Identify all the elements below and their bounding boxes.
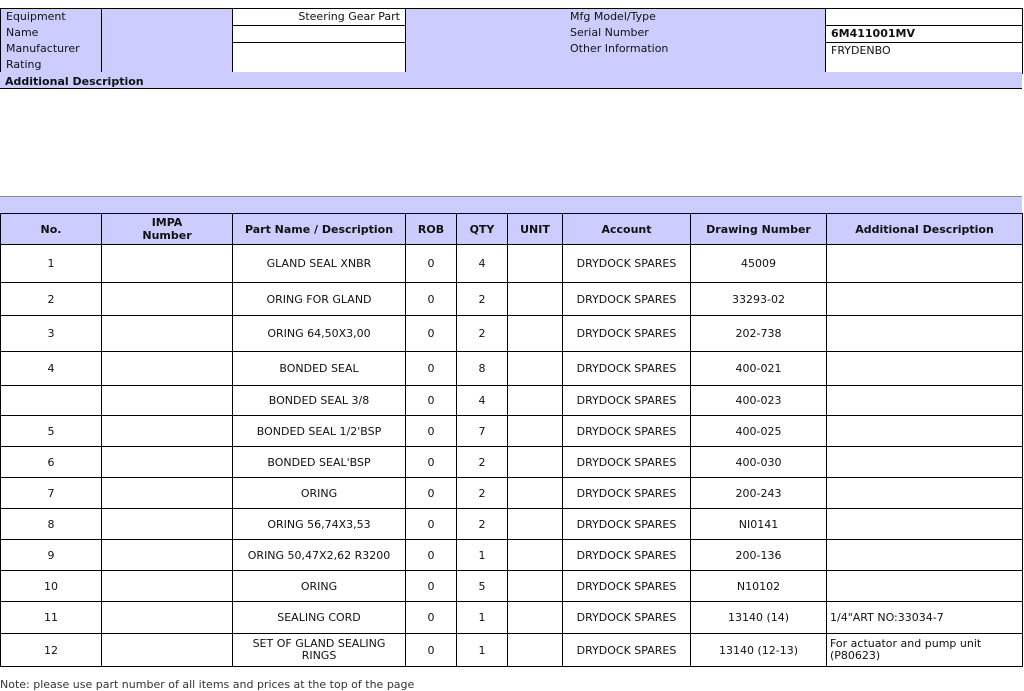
cell-impa [102, 386, 233, 416]
table-row [1, 386, 1023, 416]
cell-qty: 2 [457, 316, 508, 352]
cell-drawing: 202-738 [691, 316, 827, 352]
cell-impa [102, 352, 233, 386]
cell-qty: 1 [457, 634, 508, 667]
cell-part: ORING 50,47X2,62 R3200 [233, 540, 406, 571]
cell-rob: 0 [406, 602, 457, 634]
cell-drawing: 400-023 [691, 386, 827, 416]
cell-rob: 0 [406, 386, 457, 416]
cell-impa [102, 540, 233, 571]
cell-drawing: 400-021 [691, 352, 827, 386]
cell-no: 2 [1, 283, 102, 316]
cell-drawing: N10102 [691, 571, 827, 602]
cell-impa [102, 571, 233, 602]
cell-unit [508, 571, 563, 602]
cell-part: ORING 64,50X3,00 [233, 316, 406, 352]
cell-no: 10 [1, 571, 102, 602]
col-rob: ROB [406, 214, 457, 245]
equipment-name-value: Steering Gear Part [233, 9, 405, 26]
cell-unit [508, 283, 563, 316]
cell-no: 1 [1, 245, 102, 283]
cell-qty: 1 [457, 602, 508, 634]
parts-table [0, 213, 1023, 667]
cell-account: DRYDOCK SPARES [563, 540, 691, 571]
cell-unit [508, 634, 563, 667]
cell-qty: 1 [457, 540, 508, 571]
table-row [1, 352, 1023, 386]
table-row [1, 634, 1023, 667]
cell-rob: 0 [406, 245, 457, 283]
serial-number-label: Serial Number [570, 26, 649, 39]
cell-qty: 8 [457, 352, 508, 386]
manufacturer-value [233, 26, 405, 43]
cell-account: DRYDOCK SPARES [563, 509, 691, 540]
cell-rob: 0 [406, 540, 457, 571]
cell-no: 5 [1, 416, 102, 447]
cell-account: DRYDOCK SPARES [563, 478, 691, 509]
cell-account: DRYDOCK SPARES [563, 386, 691, 416]
col-qty: QTY [457, 214, 508, 245]
col-drawing-label: Drawing Number [706, 222, 811, 236]
col-account: Account [563, 214, 691, 245]
cell-no [1, 386, 102, 416]
other-info-value: FRYDENBO [831, 44, 891, 57]
cell-impa [102, 509, 233, 540]
cell-part: BONDED SEAL [233, 352, 406, 386]
mfg-model-label: Mfg Model/Type [570, 10, 656, 23]
cell-rob: 0 [406, 634, 457, 667]
equipment-header-table [0, 8, 1023, 74]
cell-qty: 5 [457, 571, 508, 602]
cell-account: DRYDOCK SPARES [563, 447, 691, 478]
cell-no: 6 [1, 447, 102, 478]
cell-drawing: 13140 (12-13) [691, 634, 827, 667]
cell-impa [102, 283, 233, 316]
cell-addl [827, 316, 1023, 352]
cell-addl [827, 386, 1023, 416]
cell-account: DRYDOCK SPARES [563, 634, 691, 667]
cell-rob: 0 [406, 447, 457, 478]
section-divider-bar [0, 196, 1022, 213]
table-row [1, 316, 1023, 352]
cell-drawing: 13140 (14) [691, 602, 827, 634]
cell-drawing: 200-136 [691, 540, 827, 571]
cell-addl [827, 540, 1023, 571]
cell-part: SEALING CORD [233, 602, 406, 634]
cell-part: SET OF GLAND SEALING RINGS [233, 634, 406, 667]
cell-rob: 0 [406, 316, 457, 352]
cell-account: DRYDOCK SPARES [563, 316, 691, 352]
cell-account: DRYDOCK SPARES [563, 602, 691, 634]
header-values [233, 9, 406, 74]
cell-rob: 0 [406, 416, 457, 447]
cell-unit [508, 316, 563, 352]
table-row [1, 602, 1023, 634]
cell-unit [508, 478, 563, 509]
header-labels [1, 9, 102, 74]
cell-addl [827, 571, 1023, 602]
cell-drawing: 200-243 [691, 478, 827, 509]
col-drawing [691, 214, 827, 245]
cell-drawing: NI0141 [691, 509, 827, 540]
table-row [1, 540, 1023, 571]
col-unit: UNIT [508, 214, 563, 245]
cell-qty: 2 [457, 509, 508, 540]
cell-addl [827, 478, 1023, 509]
cell-addl [827, 416, 1023, 447]
cell-drawing: 45009 [691, 245, 827, 283]
cell-no: 9 [1, 540, 102, 571]
cell-addl [827, 447, 1023, 478]
cell-drawing: 33293-02 [691, 283, 827, 316]
cell-no: 3 [1, 316, 102, 352]
cell-part: ORING [233, 478, 406, 509]
cell-unit [508, 352, 563, 386]
cell-drawing: 400-025 [691, 416, 827, 447]
header-spacer-cell [102, 9, 233, 74]
cell-unit [508, 540, 563, 571]
cell-unit [508, 416, 563, 447]
cell-no: 8 [1, 509, 102, 540]
cell-addl: 1/4"ART NO:33034-7 [827, 602, 1023, 634]
cell-rob: 0 [406, 509, 457, 540]
cell-impa [102, 478, 233, 509]
cell-qty: 7 [457, 416, 508, 447]
table-row [1, 245, 1023, 283]
table-row [1, 416, 1023, 447]
parts-header-row [1, 214, 1023, 245]
cell-qty: 2 [457, 283, 508, 316]
footer-note: Note: please use part number of all items and prices at the top of the page [0, 678, 415, 691]
cell-impa [102, 602, 233, 634]
cell-qty: 4 [457, 386, 508, 416]
mfg-model-value [826, 9, 1022, 26]
cell-qty: 2 [457, 447, 508, 478]
cell-addl [827, 245, 1023, 283]
equipment-name-label: Equipment Name [6, 10, 66, 39]
cell-no: 11 [1, 602, 102, 634]
cell-part: ORING FOR GLAND [233, 283, 406, 316]
cell-unit [508, 447, 563, 478]
header-mid-labels [406, 9, 826, 74]
cell-qty: 2 [457, 478, 508, 509]
table-row [1, 571, 1023, 602]
cell-part: BONDED SEAL'BSP [233, 447, 406, 478]
other-info-label: Other Information [570, 42, 669, 55]
rating-label: Rating [6, 58, 42, 71]
header-right-values [826, 9, 1023, 74]
cell-qty: 4 [457, 245, 508, 283]
cell-part: BONDED SEAL 3/8 [233, 386, 406, 416]
cell-no: 12 [1, 634, 102, 667]
col-no: No. [1, 214, 102, 245]
table-row [1, 447, 1023, 478]
cell-impa [102, 447, 233, 478]
cell-impa [102, 316, 233, 352]
cell-account: DRYDOCK SPARES [563, 416, 691, 447]
parts-body [1, 245, 1023, 667]
cell-unit [508, 602, 563, 634]
col-impa-label: IMPA Number [142, 216, 192, 242]
rating-value [233, 43, 405, 59]
col-impa [102, 214, 233, 245]
cell-rob: 0 [406, 478, 457, 509]
manufacturer-label: Manufacturer [6, 42, 80, 55]
cell-unit [508, 245, 563, 283]
cell-addl [827, 509, 1023, 540]
col-part: Part Name / Description [233, 214, 406, 245]
cell-impa [102, 245, 233, 283]
cell-addl [827, 352, 1023, 386]
cell-impa [102, 416, 233, 447]
cell-addl: For actuator and pump unit (P80623) [827, 634, 1023, 667]
cell-rob: 0 [406, 571, 457, 602]
cell-account: DRYDOCK SPARES [563, 283, 691, 316]
additional-description-title: Additional Description [0, 72, 1022, 89]
col-additional: Additional Description [827, 214, 1023, 245]
cell-account: DRYDOCK SPARES [563, 571, 691, 602]
serial-number-value: 6M411001MV [826, 26, 1022, 43]
cell-rob: 0 [406, 283, 457, 316]
table-row [1, 478, 1023, 509]
cell-no: 7 [1, 478, 102, 509]
cell-addl [827, 283, 1023, 316]
cell-unit [508, 386, 563, 416]
cell-part: ORING 56,74X3,53 [233, 509, 406, 540]
cell-part: ORING [233, 571, 406, 602]
cell-part: BONDED SEAL 1/2'BSP [233, 416, 406, 447]
cell-rob: 0 [406, 352, 457, 386]
cell-account: DRYDOCK SPARES [563, 245, 691, 283]
table-row [1, 283, 1023, 316]
cell-account: DRYDOCK SPARES [563, 352, 691, 386]
cell-part: GLAND SEAL XNBR [233, 245, 406, 283]
cell-unit [508, 509, 563, 540]
cell-impa [102, 634, 233, 667]
cell-drawing: 400-030 [691, 447, 827, 478]
cell-no: 4 [1, 352, 102, 386]
table-row [1, 509, 1023, 540]
